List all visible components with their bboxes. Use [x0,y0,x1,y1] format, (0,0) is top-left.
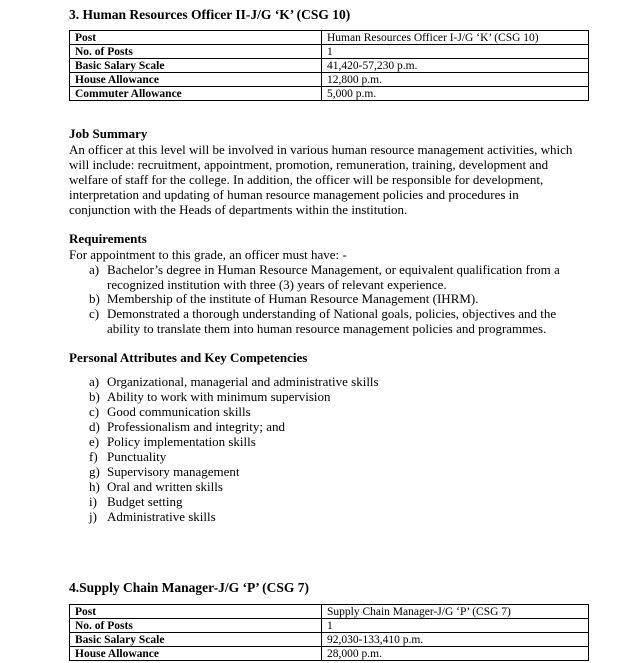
competency-item: Administrative skills [107,509,216,524]
list-marker: h) [89,479,100,494]
requirement-line: Demonstrated a thorough understanding of National goals, policies, objectives and the [107,306,557,321]
list-marker: c) [89,306,100,321]
table-cell-value: Supply Chain Manager-J/G ‘P’ (CSG 7) [322,605,589,619]
requirement-line: ability to translate them into human resource management policies and programmes. [107,321,547,336]
list-marker: i) [89,494,97,509]
table-cell-value: 12,800 p.m. [322,73,589,87]
table-cell-label: Post [70,31,322,45]
table-cell-label: No. of Posts [70,619,322,633]
table-cell-label: House Allowance [70,73,322,87]
list-marker: j) [89,509,97,524]
competencies-heading: Personal Attributes and Key Competencies [69,350,308,365]
section-3-title: 3. Human Resources Officer II-J/G ‘K’ (CSG 10) [69,7,351,22]
job-summary-heading: Job Summary [69,126,148,141]
competency-item: Ability to work with minimum supervision [107,389,331,404]
section-4-title: 4.Supply Chain Manager-J/G ‘P’ (CSG 7) [69,580,310,595]
list-marker: a) [89,374,100,389]
job-summary-line: interpretation and updating of human resource management policies and procedures in [69,187,519,202]
table-cell-value: 5,000 p.m. [322,87,589,101]
table-cell-label: Commuter Allowance [70,87,322,101]
table-cell-value: 41,420-57,230 p.m. [322,59,589,73]
job-summary-line: An officer at this level will be involved in various human resource management activities, which [69,142,573,157]
table-cell-label: Basic Salary Scale [70,59,322,73]
competency-item: Budget setting [107,494,183,509]
competency-item: Supervisory management [107,464,240,479]
list-marker: c) [89,404,100,419]
table-cell-value: 1 [322,45,589,59]
table-cell-value: 28,000 p.m. [322,647,589,661]
table-row [70,59,589,73]
table-cell-label: House Allowance [70,647,322,661]
list-marker: d) [89,419,100,434]
requirement-line: recognized institution with three (3) years of relevant experience. [107,277,447,292]
table-row [70,73,589,87]
table-cell-label: No. of Posts [70,45,322,59]
list-marker: b) [89,389,100,404]
table-row [70,87,589,101]
requirement-line: Membership of the institute of Human Resource Management (IHRM). [107,291,479,306]
table-row [70,619,589,633]
table-row [70,31,589,45]
section-3-table [69,30,589,101]
job-summary-line: welfare of staff for the college. In addition, the officer will be responsible for development, [69,172,544,187]
table-row [70,647,589,661]
competency-item: Policy implementation skills [107,434,256,449]
competency-item: Organizational, managerial and administrative skills [107,374,379,389]
list-marker: g) [89,464,100,479]
requirements-heading: Requirements [69,231,147,246]
list-marker: e) [89,434,100,449]
requirements-intro: For appointment to this grade, an officer must have: - [69,247,347,262]
competency-item: Good communication skills [107,404,251,419]
table-cell-value: 92,030-133,410 p.m. [322,633,589,647]
table-cell-value: 1 [322,619,589,633]
table-row [70,605,589,619]
competency-item: Oral and written skills [107,479,223,494]
list-marker: a) [89,262,100,277]
requirement-line: Bachelor’s degree in Human Resource Management, or equivalent qualification from a [107,262,560,277]
competency-item: Professionalism and integrity; and [107,419,286,434]
job-summary-line: conjunction with the Heads of departments within the institution. [69,202,408,217]
section-4-table [69,604,589,661]
table-cell-value: Human Resources Officer I-J/G ‘K’ (CSG 10) [322,31,589,45]
table-row [70,633,589,647]
list-marker: b) [89,291,100,306]
table-row [70,45,589,59]
table-cell-label: Post [70,605,322,619]
job-summary-line: will include: recruitment, appointment, promotion, remuneration, training, development and [69,157,549,172]
list-marker: f) [89,449,98,464]
table-cell-label: Basic Salary Scale [70,633,322,647]
competency-item: Punctuality [107,449,167,464]
